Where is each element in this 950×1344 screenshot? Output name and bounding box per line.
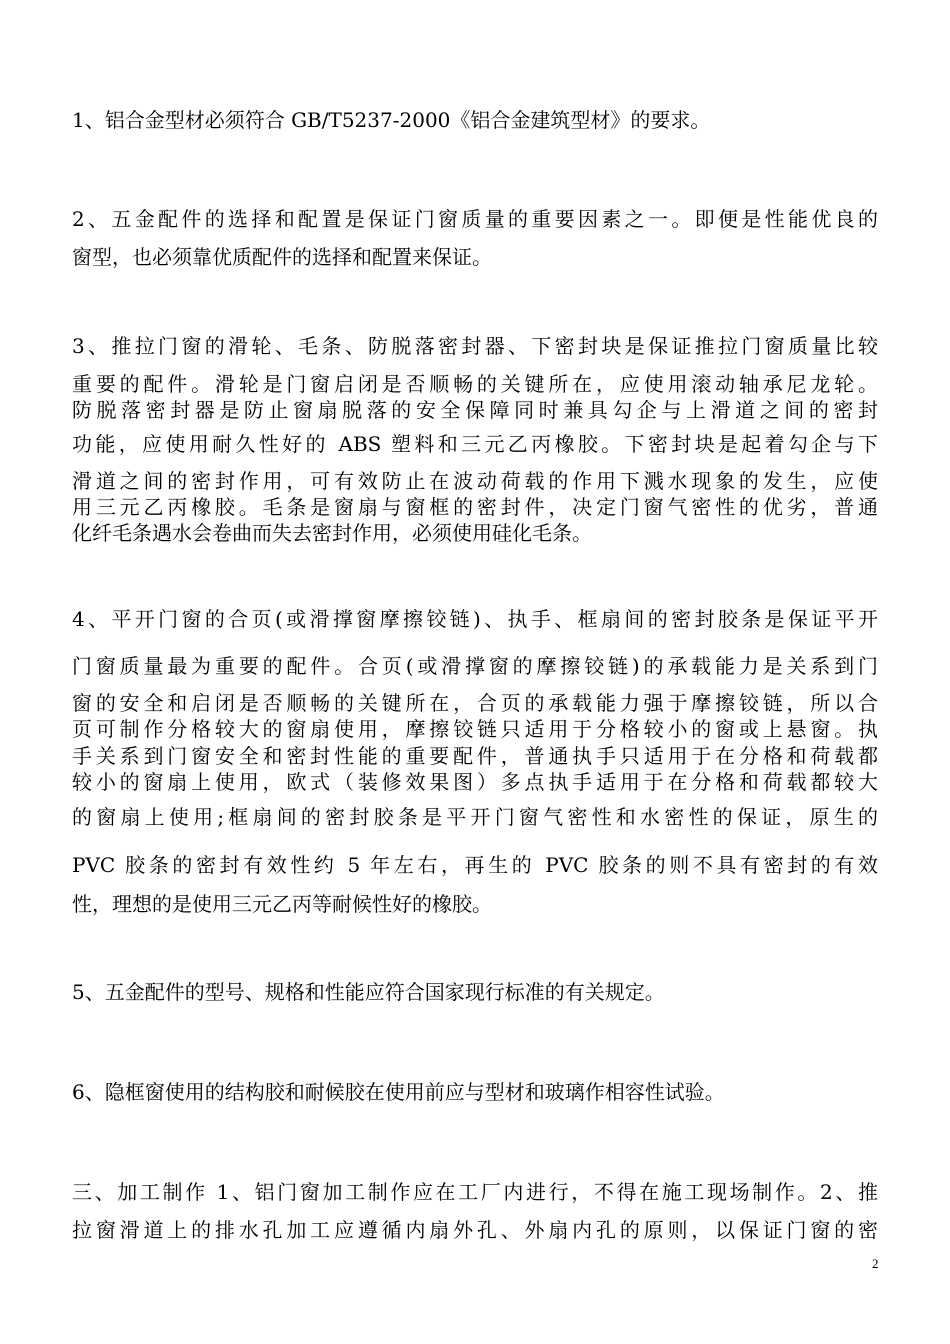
section-3-line-2: 拉窗滑道上的排水孔加工应遵循内扇外孔、外扇内孔的原则，以保证门窗的密 [72, 1218, 878, 1242]
paragraph-2-line-2: 窗型，也必须靠优质配件的选择和配置来保证。 [72, 245, 492, 269]
paragraph-4-line-4: 页可制作分格较大的窗扇使用，摩擦铰链只适用于分格较小的窗或上悬窗。执 [72, 717, 878, 741]
paragraph-3-line-1: 3、推拉门窗的滑轮、毛条、防脱落密封器、下密封块是保证推拉门窗质量比较 [72, 334, 878, 358]
paragraph-3-line-3: 防脱落密封器是防止窗扇脱落的安全保障同时兼具勾企与上滑道之间的密封 [72, 398, 878, 422]
paragraph-4-line-5: 手关系到门窗安全和密封性能的重要配件，普通执手只适用于在分格和荷载都 [72, 744, 878, 768]
paragraph-6-line-1: 6、隐框窗使用的结构胶和耐候胶在使用前应与型材和玻璃作相容性试验。 [72, 1080, 725, 1104]
paragraph-3-line-6: 用三元乙丙橡胶。毛条是窗扇与窗框的密封件，决定门窗气密性的优劣，普通 [72, 495, 878, 519]
paragraph-4-line-1: 4、平开门窗的合页(或滑撑窗摩擦铰链)、执手、框扇间的密封胶条是保证平开 [72, 607, 878, 631]
page-number: 2 [872, 1256, 879, 1271]
paragraph-3-line-7: 化纤毛条遇水会卷曲而失去密封作用，必须使用硅化毛条。 [72, 521, 592, 545]
paragraph-4-line-6: 较小的窗扇上使用，欧式（装修效果图）多点执手适用于在分格和荷载都较大 [72, 770, 878, 794]
section-3-line-1: 三、加工制作 1、铝门窗加工制作应在工厂内进行，不得在施工现场制作。2、推 [72, 1180, 878, 1204]
paragraph-3-line-5: 滑道之间的密封作用，可有效防止在波动荷载的作用下溅水现象的发生，应使 [72, 469, 878, 493]
paragraph-3-line-4: 功能，应使用耐久性好的 ABS 塑料和三元乙丙橡胶。下密封块是起着勾企与下 [72, 432, 878, 456]
paragraph-4-line-7: 的窗扇上使用;框扇间的密封胶条是平开门窗气密性和水密性的保证，原生的 [72, 805, 878, 829]
paragraph-1-line-1: 1、铝合金型材必须符合 GB/T5237-2000《铝合金建筑型材》的要求。 [72, 108, 711, 132]
paragraph-4-line-9: 性，理想的是使用三元乙丙等耐候性好的橡胶。 [72, 892, 492, 916]
paragraph-3-line-2: 重要的配件。滑轮是门窗启闭是否顺畅的关键所在，应使用滚动轴承尼龙轮。 [72, 372, 878, 396]
paragraph-5-line-1: 5、五金配件的型号、规格和性能应符合国家现行标准的有关规定。 [72, 980, 665, 1004]
paragraph-4-line-8: PVC 胶条的密封有效性约 5 年左右，再生的 PVC 胶条的则不具有密封的有效 [72, 853, 878, 877]
paragraph-4-line-3: 窗的安全和启闭是否顺畅的关键所在，合页的承载能力强于摩擦铰链，所以合 [72, 691, 878, 715]
paragraph-4-line-2: 门窗质量最为重要的配件。合页(或滑撑窗的摩擦铰链)的承载能力是关系到门 [72, 654, 878, 678]
paragraph-2-line-1: 2、五金配件的选择和配置是保证门窗质量的重要因素之一。即便是性能优良的 [72, 207, 878, 231]
